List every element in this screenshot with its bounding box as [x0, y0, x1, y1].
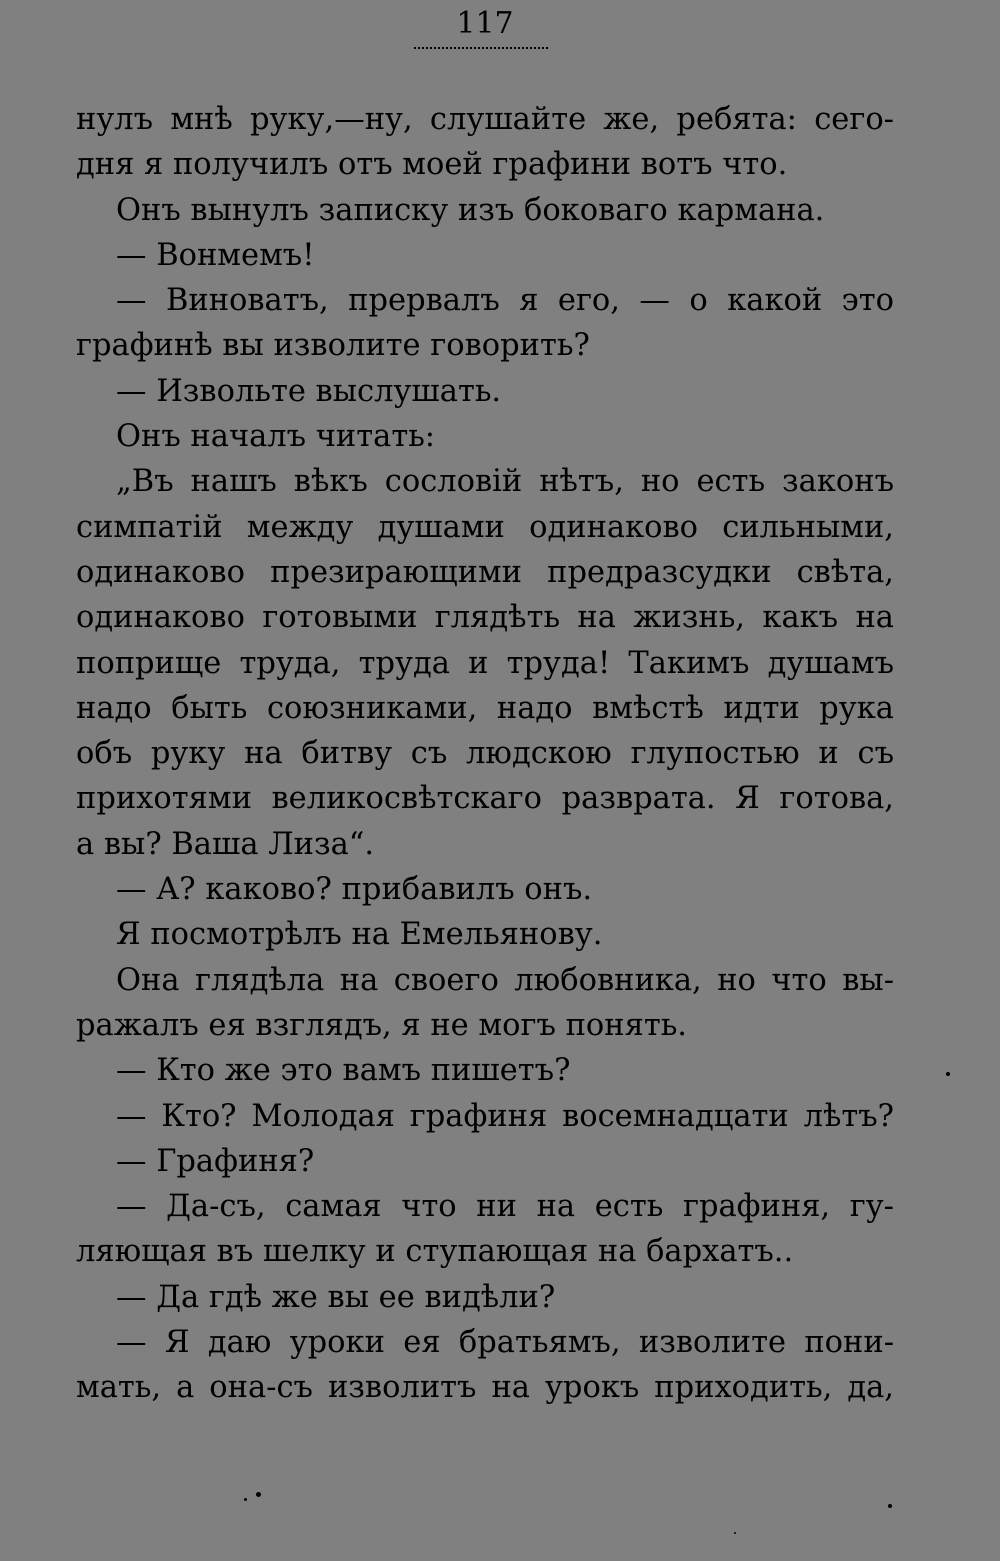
page-number: 117 — [456, 6, 514, 41]
text-line: ражалъ ея взглядъ, я не могъ понять. — [76, 1007, 687, 1043]
print-speck — [888, 1504, 892, 1508]
text-line: объ руку на битву съ людскою глупостью и съ — [76, 736, 894, 772]
text-line: — А? каково? прибавилъ онъ. — [116, 872, 593, 908]
text-line: — Да-съ, самая что ни на есть графиня, гу- — [116, 1189, 894, 1225]
header-rule — [414, 47, 548, 49]
text-line: — Я даю уроки ея братьямъ, изволите пони- — [116, 1325, 894, 1361]
text-line: Онъ началъ читать: — [116, 419, 436, 455]
print-speck — [256, 1492, 261, 1497]
text-line: — Извольте выслушать. — [116, 373, 502, 409]
text-line: Онъ вынулъ записку изъ боковаго кармана. — [116, 192, 825, 228]
text-line: симпатій между душами одинаково сильными, — [76, 509, 894, 545]
text-line: одинаково презирающими предразсудки свѣта, — [76, 554, 894, 590]
text-line: — Кто же это вамъ пишетъ? — [116, 1053, 571, 1089]
print-speck — [946, 1072, 950, 1076]
text-line: нулъ мнѣ руку,—ну, слушайте же, ребята: сего- — [76, 102, 894, 137]
text-line: ляющая въ шелку и ступающая на бархатъ.. — [76, 1234, 794, 1270]
print-speck — [734, 1532, 736, 1534]
text-line: надо быть союзниками, надо вмѣстѣ идти рука — [76, 690, 894, 726]
text-line: „Въ нашъ вѣкъ сословій нѣтъ, но есть законъ — [116, 464, 894, 500]
page-text — [76, 97, 894, 1411]
text-line: поприще труда, труда и труда! Такимъ душамъ — [76, 645, 894, 681]
text-line: — Да гдѣ же вы ее видѣли? — [116, 1279, 556, 1315]
print-speck — [244, 1498, 247, 1501]
text-line: — Кто? Молодая графиня восемнадцати лѣтъ? — [116, 1098, 894, 1134]
text-line: — Вонмемъ! — [116, 237, 315, 273]
text-line: — Виноватъ, прервалъ я его, — о какой это — [116, 283, 894, 319]
text-line: Она глядѣла на своего любовника, но что вы- — [116, 962, 894, 998]
text-line: — Графиня? — [116, 1143, 315, 1179]
text-line: графинѣ вы изволите говорить? — [76, 328, 590, 364]
text-line: прихотями великосвѣтскаго разврата. Я готова, — [76, 781, 894, 817]
text-line: одинаково готовыми глядѣть на жизнь, какъ на — [76, 600, 894, 636]
text-line: а вы? Ваша Лиза“. — [76, 826, 375, 862]
text-line: Я посмотрѣлъ на Емельянову. — [116, 917, 603, 953]
text-line: дня я получилъ отъ моей графини вотъ что. — [76, 147, 788, 183]
text-line: мать, а она-съ изволитъ на урокъ приходить, да, — [76, 1370, 894, 1406]
